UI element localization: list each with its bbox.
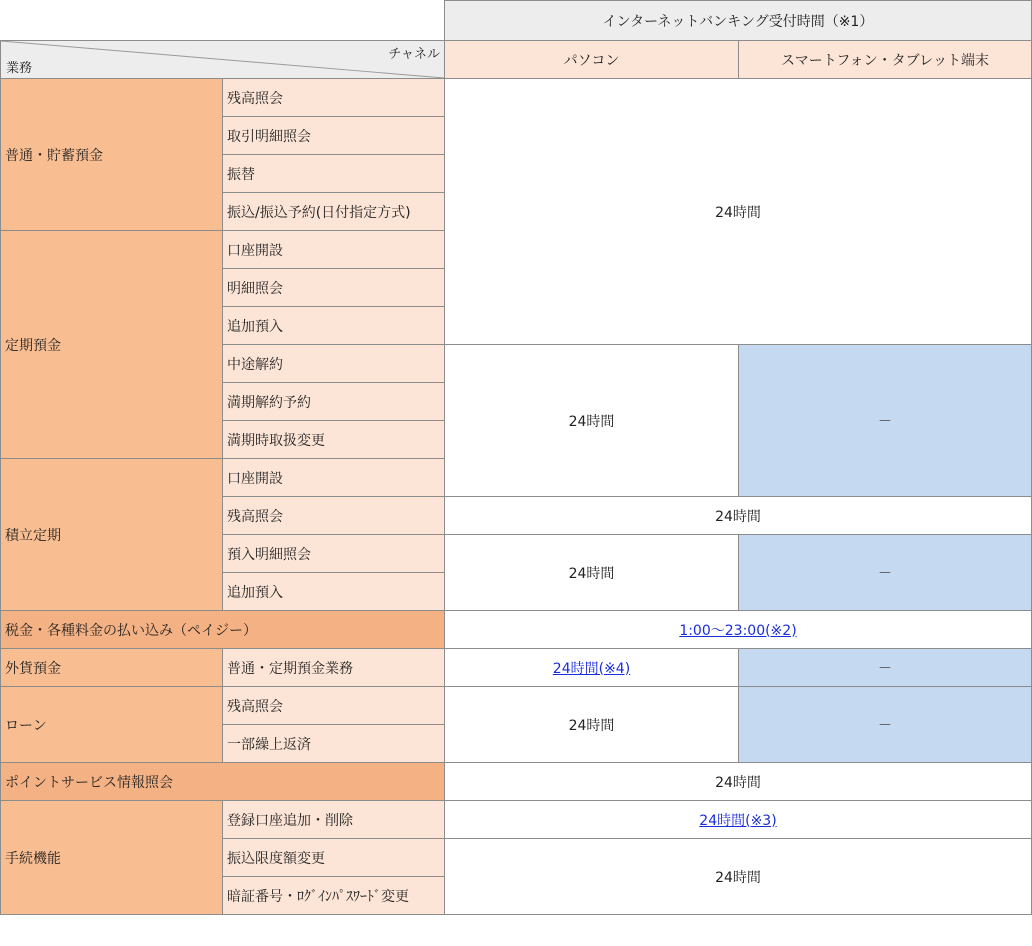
item-loan-balance: 残高照会	[223, 687, 445, 725]
value-24h: 24時間	[445, 497, 1032, 535]
value-24h: 24時間	[445, 839, 1032, 915]
reg-hours-link[interactable]: 24時間(※3)	[699, 812, 777, 829]
value-na-mobile: －	[739, 535, 1032, 611]
value-24h-pc: 24時間	[445, 687, 739, 763]
pc-header: パソコン	[445, 41, 739, 79]
value-24h: 24時間	[445, 763, 1032, 801]
value-foreign-pc	[445, 649, 739, 687]
value-na-mobile: －	[739, 345, 1032, 497]
item-open-account: 口座開設	[223, 459, 445, 497]
channel-business-corner	[1, 41, 445, 79]
value-na-mobile: －	[739, 687, 1032, 763]
value-reg-hours	[445, 801, 1032, 839]
item-pin-change: 暗証番号・ﾛｸﾞｲﾝﾊﾟｽﾜｰﾄﾞ変更	[223, 877, 445, 915]
category-procedures: 手続機能	[1, 801, 223, 915]
item-balance-inquiry: 残高照会	[223, 79, 445, 117]
category-loan: ローン	[1, 687, 223, 763]
item-additional-deposit: 追加預入	[223, 573, 445, 611]
item-reg-account: 登録口座追加・削除	[223, 801, 445, 839]
item-additional-deposit: 追加預入	[223, 307, 445, 345]
item-maturity-cancel: 満期解約予約	[223, 383, 445, 421]
blank-corner	[1, 1, 445, 41]
value-24h-pc: 24時間	[445, 345, 739, 497]
item-maturity-change: 満期時取扱変更	[223, 421, 445, 459]
mobile-header: スマートフォン・タブレット端末	[739, 41, 1032, 79]
value-tax-hours	[445, 611, 1032, 649]
ib-hours-header: インターネットバンキング受付時間（※1）	[445, 1, 1032, 41]
item-balance-inquiry: 残高照会	[223, 497, 445, 535]
tax-hours-link[interactable]: 1:00～23:00(※2)	[679, 622, 797, 639]
item-deposit-detail: 預入明細照会	[223, 535, 445, 573]
foreign-hours-link[interactable]: 24時間(※4)	[552, 660, 631, 677]
item-detail-inquiry: 明細照会	[223, 269, 445, 307]
item-remit: 振込/振込予約(日付指定方式)	[223, 193, 445, 231]
item-transfer: 振替	[223, 155, 445, 193]
value-na-mobile: －	[739, 649, 1032, 687]
diagonal-line	[1, 41, 444, 78]
business-label: 業務	[6, 61, 33, 76]
item-limit-change: 振込限度額変更	[223, 839, 445, 877]
channel-label: チャネル	[388, 47, 440, 62]
category-foreign: 外貨預金	[1, 649, 223, 687]
value-24h: 24時間	[445, 79, 1032, 345]
item-transaction-detail: 取引明細照会	[223, 117, 445, 155]
item-open-account: 口座開設	[223, 231, 445, 269]
category-savings: 普通・貯蓄預金	[1, 79, 223, 231]
item-partial-repay: 一部繰上返済	[223, 725, 445, 763]
item-foreign-ops: 普通・定期預金業務	[223, 649, 445, 687]
category-time-deposit: 定期預金	[1, 231, 223, 459]
category-tax: 税金・各種料金の払い込み（ペイジー）	[1, 611, 445, 649]
category-points: ポイントサービス情報照会	[1, 763, 445, 801]
item-early-cancel: 中途解約	[223, 345, 445, 383]
category-installment: 積立定期	[1, 459, 223, 611]
value-24h-pc: 24時間	[445, 535, 739, 611]
